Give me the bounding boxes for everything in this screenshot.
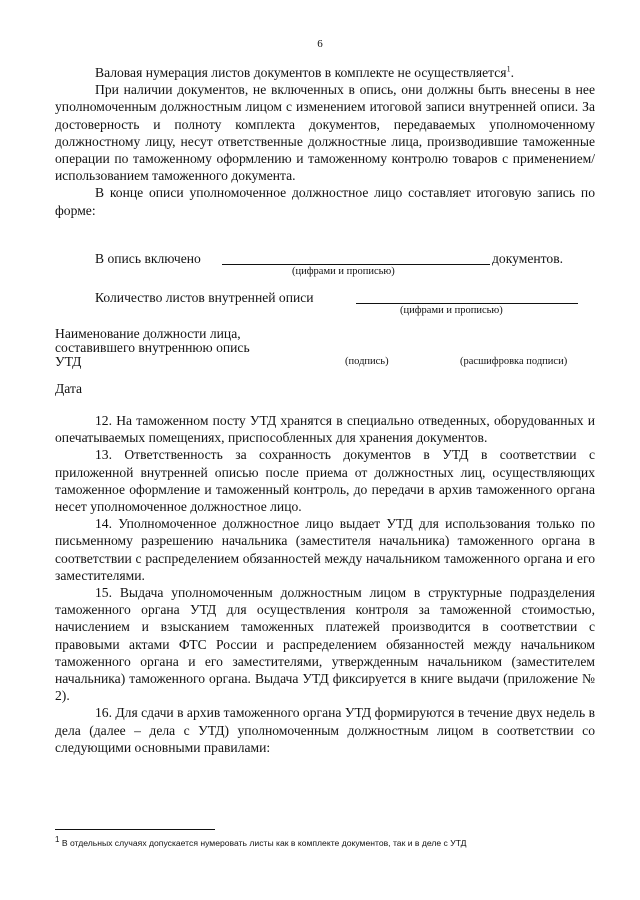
paragraph-14: 14. Уполномоченное должностное лицо выдает УТД для использования только по письменному разрешению начальника (заместителя начальника) таможенного органа в соответствии с распределением обязанностей между начальником таможенного органа и его заместителями. <box>55 516 595 583</box>
numbered-paragraphs <box>55 412 595 756</box>
form-date-label: Дата <box>55 381 83 396</box>
page-number: 6 <box>317 38 323 50</box>
form-signature-label: (подпись) <box>345 356 389 367</box>
form-included-label: В опись включено <box>95 251 201 266</box>
paragraph-final-record: В конце описи уполномоченное должностное лицо составляет итоговую запись по форме: <box>55 185 595 218</box>
form-position-line-1: Наименование должности лица, <box>55 326 241 341</box>
form-digits-words-hint-2: (цифрами и прописью) <box>400 305 503 316</box>
form-sheets-line <box>356 303 578 304</box>
form-position-line-2: составившего внутреннюю опись <box>55 340 250 355</box>
footnote-mark: 1 <box>55 835 60 845</box>
sentence-end: . <box>510 65 514 80</box>
form-position-title <box>55 327 250 369</box>
paragraph-16: 16. Для сдачи в архив таможенного органа УТД формируются в течение двух недель в дела (далее – дела с УТД) уполномоченным должностным лицом в соответствии со следующими основными правилами: <box>55 705 595 755</box>
footnote-separator <box>55 829 215 830</box>
form-position-line-3: УТД <box>55 354 82 369</box>
form-signature-decode-label: (расшифровка подписи) <box>460 356 568 367</box>
paragraph-13: 13. Ответственность за сохранность документов в УТД в соответствии с приложенной внутренней описью после приема от должностных лиц, осуществляющих таможенное оформление и таможенный контроль, до передачи в архив таможенного органа несет уполномоченное должностное лицо. <box>55 447 595 515</box>
footnote <box>55 835 595 848</box>
paragraph-15: 15. Выдача уполномоченным должностным лицом в структурные подразделения таможенного органа УТД для осуществления контроля за таможенной стоимостью, начислением и взысканием таможенных платежей производится в соответствии с правовыми актами ФТС России и распределением обязанностей между начальником таможенного органа и его заместителями, утвержденным начальником (заместителем начальника) таможенного органа. Выдача УТД фиксируется в книге выдачи (приложение № 2). <box>55 585 595 704</box>
form-digits-words-hint-1: (цифрами и прописью) <box>292 266 395 277</box>
footnote-reference: 1 <box>506 64 511 74</box>
form-included-line <box>222 264 490 265</box>
paragraph-12: 12. На таможенном посту УТД хранятся в специально отведенных, оборудованных и опечатываемых помещениях, приспособленных для хранения документов. <box>55 413 595 446</box>
paragraph-gross-numbering <box>55 64 595 81</box>
paragraph-sheet-numbering <box>55 64 595 219</box>
paragraph-missing-documents: При наличии документов, не включенных в опись, они должны быть внесены в нее уполномоченным должностным лицом с изменением итоговой записи внутренней описи. За достоверность и полноту комплекта документов, передаваемых уполномоченному должностному лицу, несут ответственные должностные лица, производившие таможенные операции по таможенному оформлению и таможенному контролю товаров с применением/использованием таможенного документа. <box>55 82 595 184</box>
paragraph-gross-numbering-text: Валовая нумерация листов документов в комплекте не осуществляется <box>95 65 507 80</box>
form-sheets-label: Количество листов внутренней описи <box>95 290 314 305</box>
form-documents-word: документов. <box>492 251 564 266</box>
footnote-text: В отдельных случаях допускается нумеровать листы как в комплекте документов, так и в деле с УТД <box>59 838 467 848</box>
